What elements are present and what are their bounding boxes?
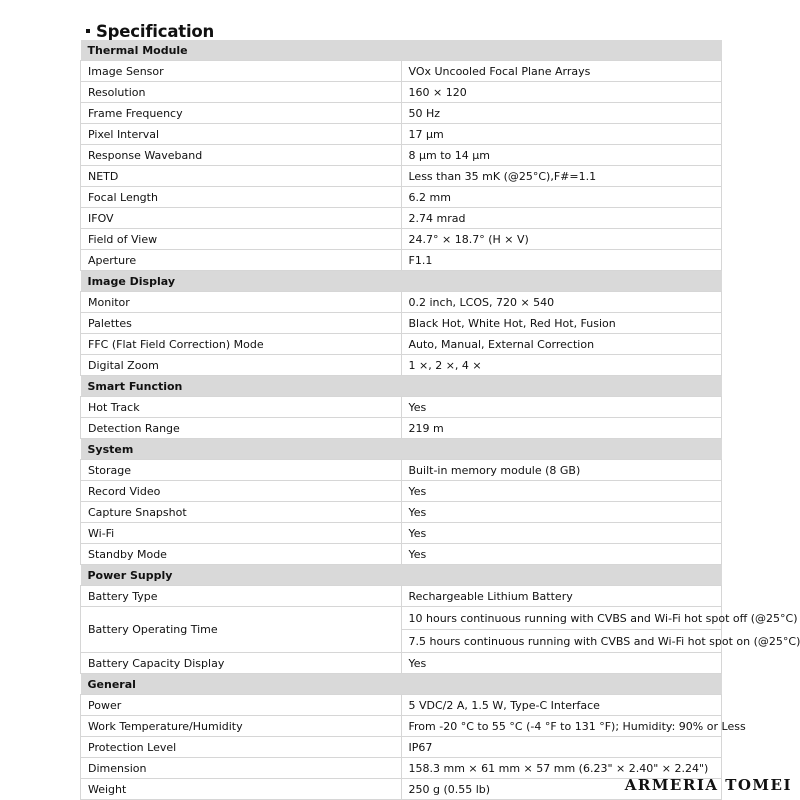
- spec-value: 2.74 mrad: [401, 208, 722, 229]
- spec-value: Auto, Manual, External Correction: [401, 334, 722, 355]
- spec-label: Work Temperature/Humidity: [81, 716, 402, 737]
- spec-row: [81, 145, 722, 166]
- spec-label: Frame Frequency: [81, 103, 402, 124]
- spec-row: [81, 460, 722, 481]
- spec-label: IFOV: [81, 208, 402, 229]
- spec-row: [81, 716, 722, 737]
- spec-label: NETD: [81, 166, 402, 187]
- spec-row: [81, 607, 722, 653]
- spec-label: Capture Snapshot: [81, 502, 402, 523]
- spec-row: [81, 523, 722, 544]
- spec-value: VOx Uncooled Focal Plane Arrays: [401, 61, 722, 82]
- spec-row: [81, 250, 722, 271]
- spec-label: Battery Type: [81, 586, 402, 607]
- bullet-icon: [86, 29, 90, 33]
- spec-row: [81, 208, 722, 229]
- section-title: Image Display: [81, 271, 722, 292]
- section-title: Smart Function: [81, 376, 722, 397]
- spec-value: Rechargeable Lithium Battery: [401, 586, 722, 607]
- spec-label: FFC (Flat Field Correction) Mode: [81, 334, 402, 355]
- spec-value: 6.2 mm: [401, 187, 722, 208]
- spec-value-cell: [401, 607, 800, 653]
- section-title: System: [81, 439, 722, 460]
- spec-label: Dimension: [81, 758, 402, 779]
- spec-row: [81, 653, 722, 674]
- spec-row: [81, 82, 722, 103]
- spec-row: [81, 695, 722, 716]
- spec-row: [81, 229, 722, 250]
- spec-row: [81, 544, 722, 565]
- spec-label: Focal Length: [81, 187, 402, 208]
- spec-value: Yes: [401, 397, 722, 418]
- spec-row: [81, 418, 722, 439]
- spec-label: Detection Range: [81, 418, 402, 439]
- spec-row: [81, 586, 722, 607]
- spec-value: 50 Hz: [401, 103, 722, 124]
- section-header: [81, 40, 722, 61]
- spec-label: Protection Level: [81, 737, 402, 758]
- spec-value: Yes: [401, 544, 722, 565]
- spec-row: [81, 397, 722, 418]
- spec-label: Aperture: [81, 250, 402, 271]
- spec-value: 219 m: [401, 418, 722, 439]
- spec-row: [81, 103, 722, 124]
- spec-row: [81, 61, 722, 82]
- spec-value: 158.3 mm × 61 mm × 57 mm (6.23" × 2.40" × 2.24"): [401, 758, 722, 779]
- spec-label: Wi-Fi: [81, 523, 402, 544]
- spec-value-line: 10 hours continuous running with CVBS and Wi-Fi hot spot off (@25°C): [408, 611, 798, 625]
- spec-value: Yes: [401, 523, 722, 544]
- section-header: [81, 674, 722, 695]
- section-header: [81, 271, 722, 292]
- spec-value: F1.1: [401, 250, 722, 271]
- spec-row: [81, 334, 722, 355]
- spec-row: [81, 313, 722, 334]
- spec-label: Resolution: [81, 82, 402, 103]
- page-title: Specification: [96, 21, 215, 41]
- spec-label: Digital Zoom: [81, 355, 402, 376]
- spec-value: 250 g (0.55 lb): [401, 779, 722, 800]
- spec-value: 160 × 120: [401, 82, 722, 103]
- spec-row: [81, 292, 722, 313]
- spec-value-line: 7.5 hours continuous running with CVBS and Wi-Fi hot spot on (@25°C): [402, 629, 722, 652]
- brand-watermark: ARMERIA TOMEI: [624, 776, 792, 794]
- spec-label: Storage: [81, 460, 402, 481]
- spec-row: [81, 187, 722, 208]
- spec-value: 17 μm: [401, 124, 722, 145]
- section-header: [81, 376, 722, 397]
- section-header: [81, 439, 722, 460]
- section-title: General: [81, 674, 722, 695]
- spec-value: 5 VDC/2 A, 1.5 W, Type-C Interface: [401, 695, 722, 716]
- spec-label: Battery Operating Time: [81, 607, 402, 653]
- spec-row: [81, 124, 722, 145]
- spec-row: [81, 166, 722, 187]
- spec-value: IP67: [401, 737, 722, 758]
- spec-row: [81, 502, 722, 523]
- spec-value: Yes: [401, 481, 722, 502]
- spec-row: [81, 355, 722, 376]
- spec-value: 1 ×, 2 ×, 4 ×: [401, 355, 722, 376]
- spec-value: Black Hot, White Hot, Red Hot, Fusion: [401, 313, 722, 334]
- spec-label: Response Waveband: [81, 145, 402, 166]
- spec-label: Weight: [81, 779, 402, 800]
- spec-value: 24.7° × 18.7° (H × V): [401, 229, 722, 250]
- spec-row: [81, 737, 722, 758]
- spec-label: Monitor: [81, 292, 402, 313]
- section-header: [81, 565, 722, 586]
- spec-label: Pixel Interval: [81, 124, 402, 145]
- section-title: Thermal Module: [81, 40, 722, 61]
- spec-table: [80, 40, 800, 800]
- spec-value: 0.2 inch, LCOS, 720 × 540: [401, 292, 722, 313]
- spec-label: Battery Capacity Display: [81, 653, 402, 674]
- spec-row: [81, 481, 722, 502]
- page-title-row: [86, 20, 214, 42]
- section-title: Power Supply: [81, 565, 722, 586]
- spec-label: Power: [81, 695, 402, 716]
- spec-value: Yes: [401, 502, 722, 523]
- spec-value: 8 μm to 14 μm: [401, 145, 722, 166]
- spec-value: Yes: [401, 653, 722, 674]
- spec-value: Less than 35 mK (@25°C),F#=1.1: [401, 166, 722, 187]
- spec-table-body: [81, 40, 800, 800]
- spec-label: Hot Track: [81, 397, 402, 418]
- spec-value: Built-in memory module (8 GB): [401, 460, 722, 481]
- spec-label: Standby Mode: [81, 544, 402, 565]
- spec-label: Field of View: [81, 229, 402, 250]
- spec-label: Palettes: [81, 313, 402, 334]
- spec-label: Record Video: [81, 481, 402, 502]
- spec-value: From -20 °C to 55 °C (-4 °F to 131 °F); Humidity: 90% or Less: [401, 716, 722, 737]
- spec-label: Image Sensor: [81, 61, 402, 82]
